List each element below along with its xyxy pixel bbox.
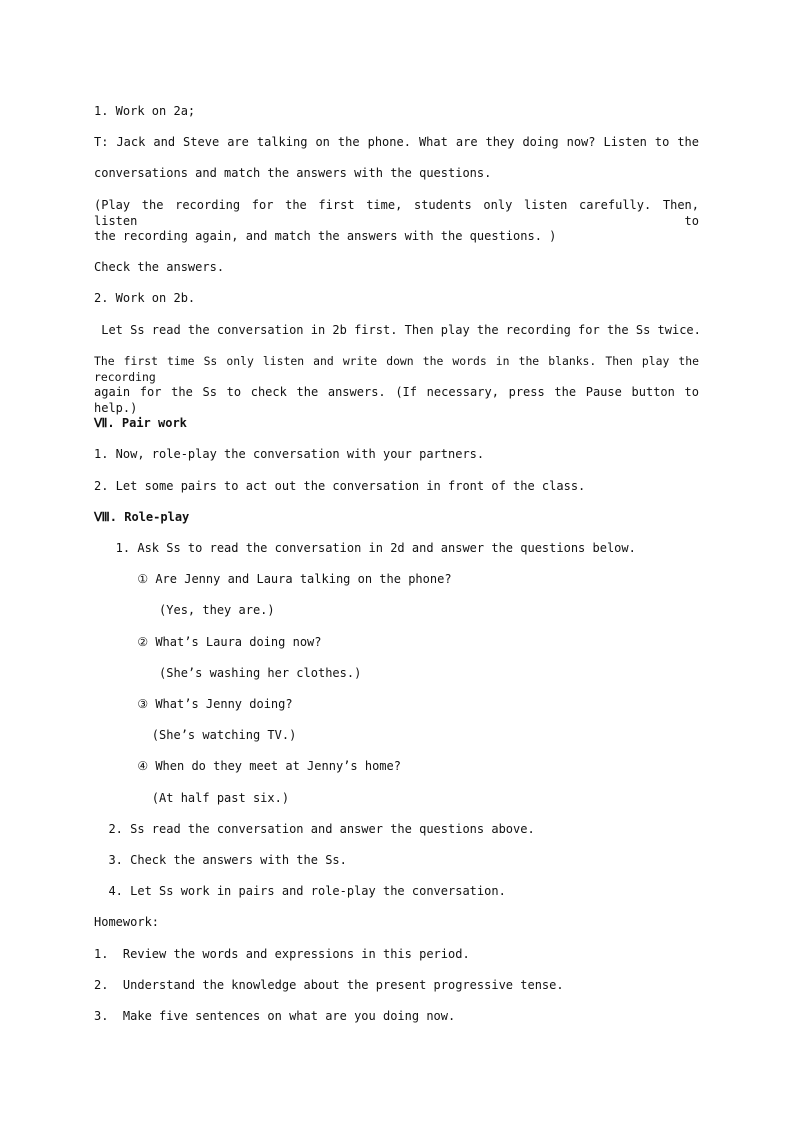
question-item: ④ When do they meet at Jenny’s home? <box>94 759 401 773</box>
text-line: 2. Let some pairs to act out the conversation in front of the class. <box>94 479 586 493</box>
text-line: Let Ss read the conversation in 2b first. Then play the recording for the Ss twice. <box>94 323 701 337</box>
text-line: 1. Work on 2a; <box>94 104 196 118</box>
homework-item: 2. Understand the knowledge about the present progressive tense. <box>94 978 564 992</box>
homework-heading: Homework: <box>94 915 160 929</box>
text-line: 1. Ask Ss to read the conversation in 2d and answer the questions below. <box>94 541 636 555</box>
section-heading: Ⅷ. Role-play <box>94 510 190 524</box>
text-line: Check the answers. <box>94 260 225 274</box>
text-line: conversations and match the answers with the questions. <box>94 166 492 180</box>
homework-item: 1. Review the words and expressions in this period. <box>94 947 470 961</box>
text-line: The first time Ss only listen and write down the words in the blanks. Then play the recording <box>94 354 699 384</box>
text-line: 4. Let Ss work in pairs and role-play the conversation. <box>94 884 506 898</box>
answer-item: (She’s washing her clothes.) <box>94 666 362 680</box>
text-line: 2. Ss read the conversation and answer the questions above. <box>94 822 535 836</box>
text-line: 2. Work on 2b. <box>94 291 196 305</box>
text-line: T: Jack and Steve are talking on the phone. What are they doing now? Listen to the <box>94 135 699 149</box>
question-item: ③ What’s Jenny doing? <box>94 697 293 711</box>
text-line: 1. Now, role-play the conversation with your partners. <box>94 447 485 461</box>
text-line: again for the Ss to check the answers. (If necessary, press the Pause button to help.) <box>94 385 699 415</box>
homework-item: 3. Make five sentences on what are you doing now. <box>94 1009 456 1023</box>
question-item: ② What’s Laura doing now? <box>94 635 322 649</box>
section-heading: Ⅶ. Pair work <box>94 416 187 430</box>
answer-item: (At half past six.) <box>94 791 290 805</box>
text-line: 3. Check the answers with the Ss. <box>94 853 347 867</box>
answer-item: (Yes, they are.) <box>94 603 275 617</box>
answer-item: (She’s watching TV.) <box>94 728 297 742</box>
question-item: ① Are Jenny and Laura talking on the phone? <box>94 572 452 586</box>
text-line: the recording again, and match the answers with the questions. ) <box>94 229 557 243</box>
text-line: (Play the recording for the first time, students only listen carefully. Then, listen to <box>94 198 699 228</box>
